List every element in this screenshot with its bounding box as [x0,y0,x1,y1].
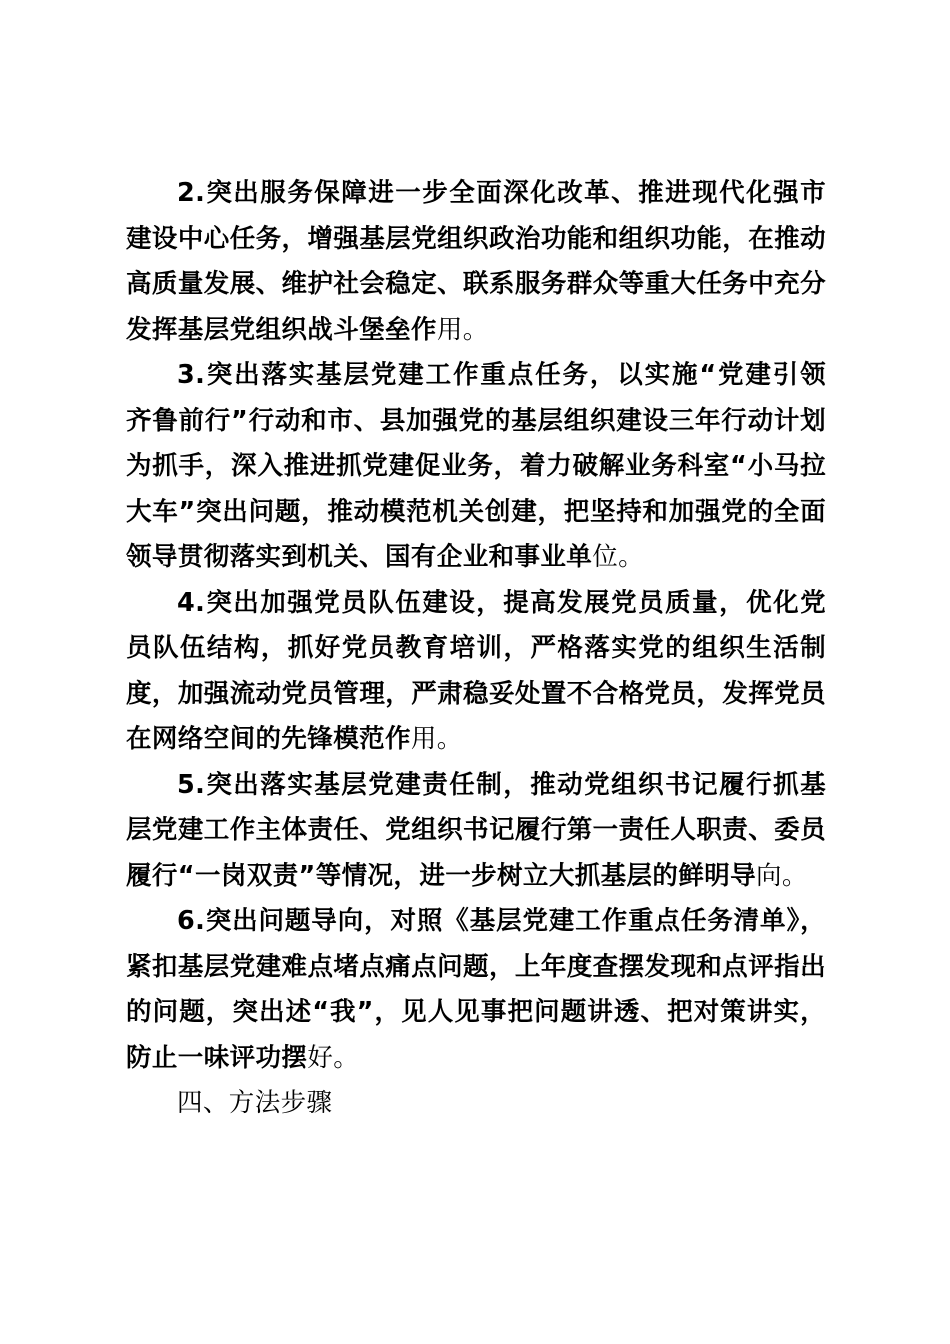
paragraph-tail-text: 位。 [592,542,645,572]
paragraph-item-2 [126,171,826,353]
paragraph-tail-text: 向。 [756,860,808,891]
paragraph-bold-text: 5.突出落实基层党建责任制，推动党组织书记履行抓基层党建工作主体责任、党组织书记履行第一责任人职责、委员履行“一岗双责”等情况，进一步树立大抓基层的鲜明导 [126,769,826,891]
section-heading: 四、方法步骤 [177,1088,333,1118]
paragraph-item-5 [126,763,826,900]
paragraph-bold-text: 6.突出问题导向，对照《基层党建工作重点任务清单》，紧扣基层党建难点堵点痛点问题，上年度查摆发现和点评指出的问题，突出述“我”，见人见事把问题讲透、把对策讲实，防止一味评功摆 [126,906,826,1073]
paragraph-item-3 [126,353,826,581]
paragraph-bold-text: 2.突出服务保障进一步全面深化改革、推进现代化强市建设中心任务，增强基层党组织政治功能和组织功能，在推动高质量发展、维护社会稳定、联系服务群众等重大任务中充分发挥基层党组织战斗堡垒作 [126,178,826,345]
paragraph-item-4 [126,581,826,763]
document-body [126,171,826,1127]
paragraph-bold-text: 3.突出落实基层党建工作重点任务，以实施“党建引领 齐鲁前行”行动和市、县加强党的基层组织建设三年行动计划为抓手，深入推进抓党建促业务，着力破解业务科室“小马拉大车”突出问题，推动模范机关创建，把坚持和加强党的全面领导贯彻落实到机关、国有企业和事业单 [126,360,826,572]
paragraph-tail-text: 用。 [410,724,463,754]
paragraph-item-6 [126,899,826,1081]
paragraph-bold-text: 4.突出加强党员队伍建设，提高发展党员质量，优化党员队伍结构，抓好党员教育培训，严格落实党的组织生活制度，加强流动党员管理，严肃稳妥处置不合格党员，发挥党员在网络空间的先锋模范作 [126,587,826,754]
paragraph-tail-text: 好。 [307,1042,360,1073]
paragraph-tail-text: 用。 [436,314,489,345]
